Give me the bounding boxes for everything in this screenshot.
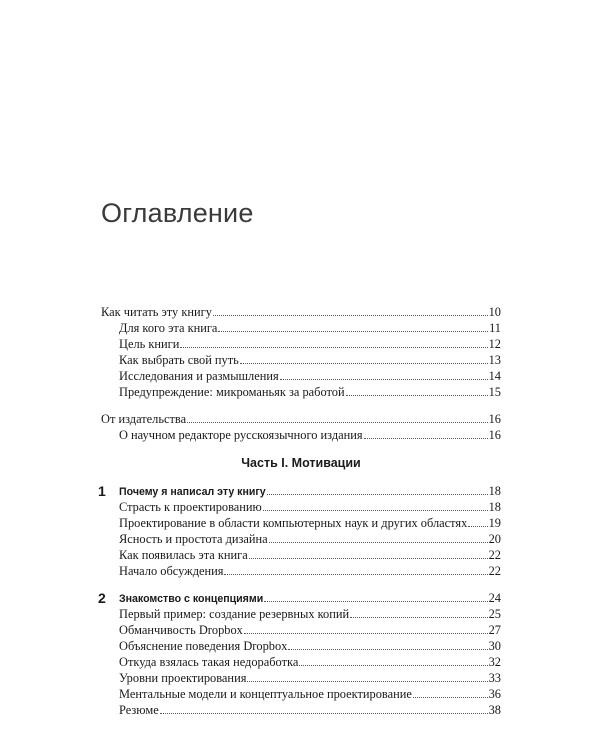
toc-leader-dots — [288, 649, 487, 650]
toc-subentry-page: 22 — [488, 564, 501, 578]
toc-subentry-page: 36 — [488, 687, 501, 701]
toc-subentry-page: 11 — [489, 321, 501, 335]
toc-subentry-label: Первый пример: создание резервных копий — [119, 607, 350, 621]
toc-subentry-label: Как выбрать свой путь — [119, 353, 239, 367]
toc-subentry-page: 25 — [488, 607, 501, 621]
toc-subentry-label: Предупреждение: микроманьяк за работой — [119, 385, 345, 399]
toc-subentry[interactable] — [101, 352, 501, 368]
toc-leader-dots — [213, 315, 488, 316]
toc-leader-dots — [468, 526, 487, 527]
toc-leader-dots — [249, 558, 488, 559]
table-of-contents — [98, 304, 501, 718]
toc-subentry[interactable] — [101, 702, 501, 718]
toc-leader-dots — [240, 363, 488, 364]
toc-subentry-label: О научном редакторе русскоязычного издания — [119, 428, 363, 442]
chapter-number: 2 — [98, 590, 106, 606]
toc-subentry-page: 13 — [488, 353, 501, 367]
toc-leader-dots — [364, 438, 488, 439]
toc-chapter-page: 24 — [488, 591, 501, 605]
toc-leader-dots — [346, 395, 488, 396]
toc-subentry[interactable] — [101, 384, 501, 400]
toc-subentry[interactable] — [101, 686, 501, 702]
toc-subentry-page: 19 — [488, 516, 501, 530]
toc-subentry-page: 33 — [488, 671, 501, 685]
toc-entry-label: От издательства — [101, 412, 187, 426]
toc-subentry[interactable] — [101, 336, 501, 352]
toc-subentry[interactable] — [101, 427, 501, 443]
toc-subentry[interactable] — [101, 670, 501, 686]
toc-chapter-1 — [98, 483, 501, 579]
toc-chapter-2 — [98, 590, 501, 718]
toc-leader-dots — [160, 713, 488, 714]
toc-subentry[interactable] — [101, 654, 501, 670]
toc-subentry-page: 18 — [488, 500, 501, 514]
toc-subentry-label: Обманчивость Dropbox — [119, 623, 243, 637]
toc-subentry-label: Цель книги — [119, 337, 180, 351]
toc-leader-dots — [350, 617, 487, 618]
toc-subentry-label: Уровни проектирования — [119, 671, 247, 685]
toc-leader-dots — [299, 665, 487, 666]
toc-chapter-page: 18 — [488, 484, 501, 498]
toc-subentry-page: 30 — [488, 639, 501, 653]
toc-subentry[interactable] — [101, 368, 501, 384]
toc-chapter-entry[interactable] — [98, 483, 501, 499]
toc-leader-dots — [267, 494, 488, 495]
toc-subentry[interactable] — [101, 563, 501, 579]
toc-subentry-label: Страсть к проектированию — [119, 500, 262, 514]
toc-subentry-page: 15 — [488, 385, 501, 399]
toc-leader-dots — [269, 542, 488, 543]
toc-subentry[interactable] — [101, 638, 501, 654]
toc-chapter-label: Знакомство с концепциями — [119, 593, 264, 605]
toc-subentry-label: Резюме — [119, 703, 159, 717]
toc-entry[interactable] — [101, 411, 501, 427]
toc-subentry-label: Объяснение поведения Dropbox — [119, 639, 288, 653]
toc-leader-dots — [180, 347, 487, 348]
toc-leader-dots — [413, 697, 488, 698]
toc-subentry-page: 38 — [488, 703, 501, 717]
toc-subentry-page: 16 — [488, 428, 501, 442]
chapter-number: 1 — [98, 483, 106, 499]
toc-subentry[interactable] — [101, 499, 501, 515]
toc-subentry[interactable] — [101, 606, 501, 622]
toc-leader-dots — [224, 574, 487, 575]
toc-leader-dots — [264, 601, 487, 602]
toc-subentry-label: Откуда взялась такая недоработка — [119, 655, 299, 669]
toc-subentry-label: Начало обсуждения — [119, 564, 224, 578]
toc-subentry[interactable] — [101, 320, 501, 336]
toc-subentry-page: 20 — [488, 532, 501, 546]
toc-section-how-to-read — [101, 304, 501, 400]
toc-subentry-label: Ясность и простота дизайна — [119, 532, 268, 546]
toc-chapter-label: Почему я написал эту книгу — [119, 486, 266, 498]
toc-subentry-label: Исследования и размышления — [119, 369, 279, 383]
toc-entry[interactable] — [101, 304, 501, 320]
toc-entry-page: 10 — [488, 305, 501, 319]
toc-leader-dots — [247, 681, 487, 682]
toc-leader-dots — [218, 331, 488, 332]
toc-subentry[interactable] — [101, 547, 501, 563]
toc-leader-dots — [244, 633, 488, 634]
toc-chapter-entry[interactable] — [98, 590, 501, 606]
toc-subentry[interactable] — [101, 622, 501, 638]
toc-subentry-page: 27 — [488, 623, 501, 637]
section-gap — [101, 579, 501, 590]
toc-entry-label: Как читать эту книгу — [101, 305, 212, 319]
toc-leader-dots — [280, 379, 488, 380]
toc-leader-dots — [187, 422, 488, 423]
toc-subentry-label: Как появилась эта книга — [119, 548, 248, 562]
toc-subentry-label: Проектирование в области компьютерных наук и других областях — [119, 516, 468, 530]
page-title: Оглавление — [101, 198, 254, 228]
toc-subentry-page: 22 — [488, 548, 501, 562]
toc-subentry-page: 32 — [488, 655, 501, 669]
toc-subentry-page: 14 — [488, 369, 501, 383]
toc-subentry-page: 12 — [488, 337, 501, 351]
toc-subentry[interactable] — [101, 531, 501, 547]
toc-subentry-label: Для кого эта книга — [119, 321, 218, 335]
toc-leader-dots — [263, 510, 488, 511]
section-gap — [101, 400, 501, 411]
toc-entry-page: 16 — [488, 412, 501, 426]
toc-subentry[interactable] — [101, 515, 501, 531]
toc-subentry-label: Ментальные модели и концептуальное проектирование — [119, 687, 412, 701]
toc-section-publisher — [101, 411, 501, 443]
part-title: Часть I. Мотивации — [241, 456, 361, 470]
